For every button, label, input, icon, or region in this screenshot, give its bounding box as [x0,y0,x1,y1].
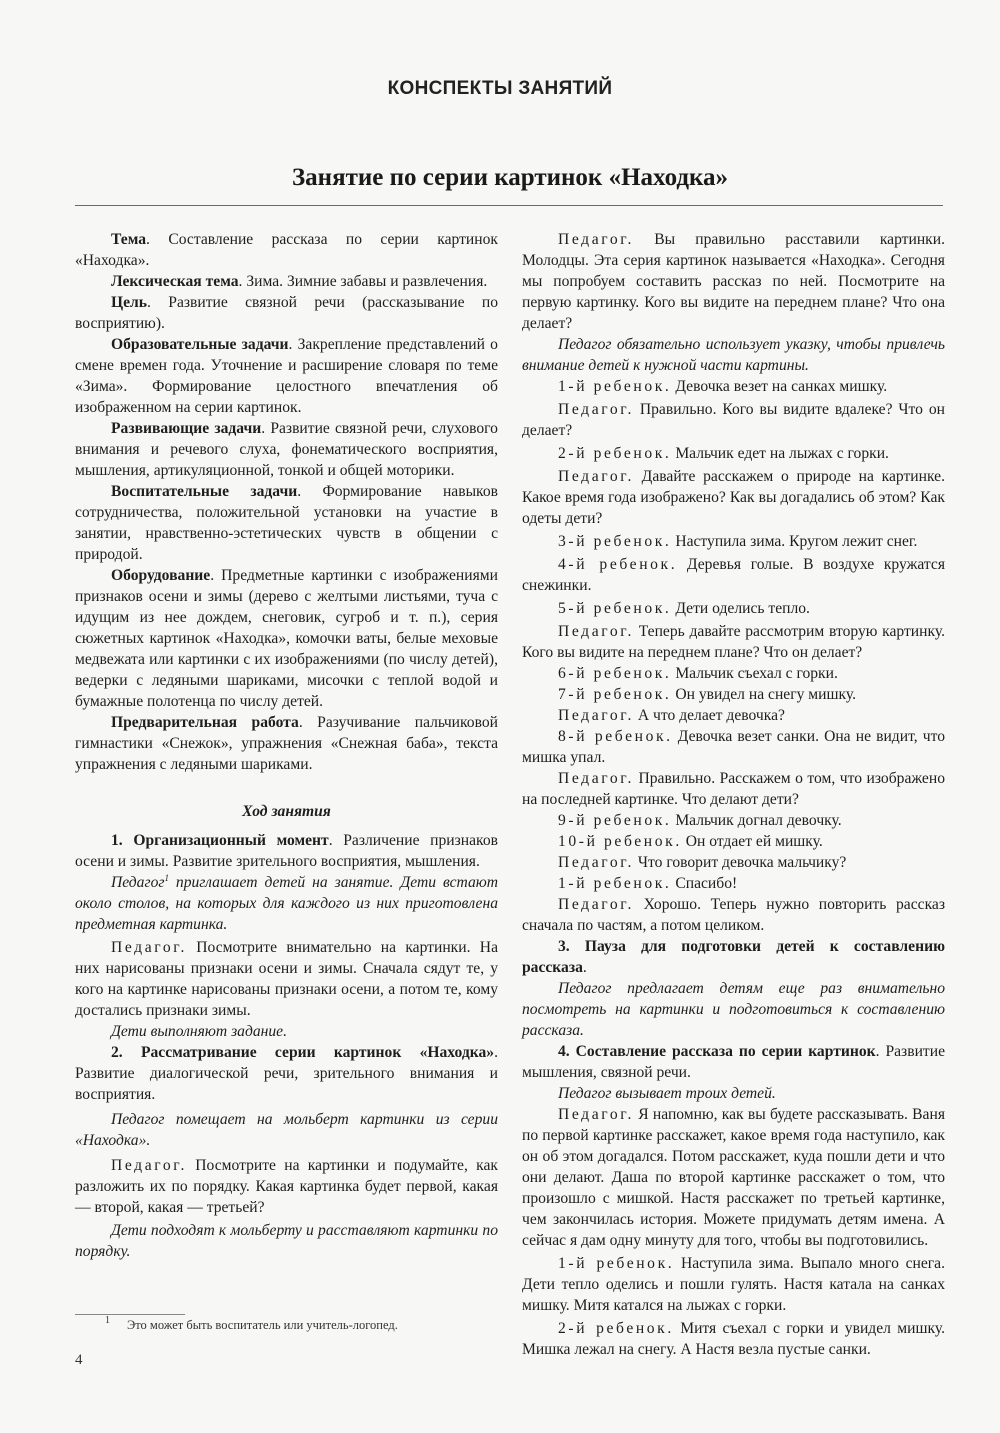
note-text: приглашает детей на занятие. Дети встают около столов, на которых для каждого из них приготовлена предметная картинка. [75,874,498,933]
term-label: Оборудование [111,567,211,584]
speech-line [522,466,945,529]
speech-text: Давайте расскажем о природе на картинке. Какое время года изображено? Как вы догадались об этом? Как одеты дети? [522,468,945,527]
section-2 [75,1042,498,1105]
speech-line [75,1155,498,1218]
note-text: Педагог [111,874,165,891]
paragraph-goal [75,292,498,334]
term-text: . Развитие связной речи, слухового внимания и речевого слуха, фонематического восприятия, мышления, артикуляционной, тонкой и общей моторики. [75,420,498,479]
speech-line [522,1318,945,1360]
speaker: 8-й ребенок. [558,728,673,745]
speech-text: Посмотрите на картинки и подумайте, как разложить их по порядку. Какая картинка будет первой, какая — второй, какая — третьей? [75,1157,498,1216]
speech-text: Он отдает ей мишку. [681,833,823,850]
speech-text: Девочка везет санки. Она не видит, что мишка упал. [522,728,945,766]
speech-line [522,873,945,894]
section-label: 4. Составление рассказа по серии картинок [558,1043,876,1060]
term-label: Образовательные задачи [111,336,289,353]
speech-text: Митя съехал с горки и увидел мишку. Мишка лежал на снегу. А Настя везла пустые санки. [522,1320,945,1358]
speech-text: Что говорит девочка мальчику? [633,854,847,871]
term-label: Тема [111,231,147,248]
speaker: 2-й ребенок. [558,1320,674,1337]
stage-direction: Дети выполняют задание. [111,1023,287,1040]
speaker: 1-й ребенок. [558,875,672,892]
section-label: 1. Организационный момент [111,832,329,849]
speaker: Педагог. [558,770,634,787]
term-label: Развивающие задачи [111,420,262,437]
speech-line [522,726,945,768]
term-label: Цель [111,294,148,311]
speaker: 9-й ребенок. [558,812,672,829]
speech-text: А что делает девочка? [633,707,785,724]
speech-line [522,554,945,596]
speech-line [522,1104,945,1251]
speech-line [522,852,945,873]
speech-line [522,443,945,464]
term-text: . Формирование навыков сотрудничества, положительной установки на участие в занятии, нравственно-эстетических чувств в общении с природой. [75,483,498,563]
paragraph-developmental-tasks [75,418,498,481]
speech-line [522,684,945,705]
speech-line [522,229,945,334]
paragraph-educational-tasks [75,334,498,418]
speaker: 4-й ребенок. [558,556,678,573]
speaker: 1-й ребенок. [558,1255,675,1272]
speech-text: Дети оделись тепло. [671,600,810,617]
speaker: Педагог. [111,1157,187,1174]
section-label: 2. Рассматривание серии картинок «Находка» [111,1044,495,1061]
speaker: Педагог. [558,401,634,418]
term-label: Воспитательные задачи [111,483,298,500]
section-3 [522,936,945,978]
section-text: . Развитие мышления, связной речи. [522,1043,946,1081]
speaker: Педагог. [558,896,634,913]
section-4 [522,1041,945,1083]
speech-line [522,810,945,831]
speaker: Педагог. [558,231,634,248]
term-text: . Предметные картинки с изображениями признаков осени и зимы (дерево с желтыми листьями, туча с идущим из нее дождем, снеговик, сугроб и т. п.), серия сюжетных картинок «Находка», комочки ваты, белые меховые медвежата или картинки с их изображениями (по числу детей), ведерки с ледяными шариками, мисочки с теплой водой и бумажные полотенца по числу детей. [75,567,498,710]
speech-line [522,831,945,852]
lesson-title: Занятие по серии картинок «Находка» [291,164,729,191]
stage-direction: Педагог помещает на мольберт картинки из серии «Находка». [75,1111,498,1149]
speech-text: Теперь давайте рассмотрим вторую картинку. Кого вы видите на переднем плане? Что он делает? [522,623,945,661]
speech-line [75,937,498,1021]
term-label: Лексическая тема [111,273,239,290]
speech-text: Вы правильно расставили картинки. Молодцы. Эта серия картинок называется «Находка». Сегодня мы попробуем составить рассказ по ней. Посмотрите на первую картинку. Кого вы видите на переднем плане? Что она делает? [522,231,945,332]
speech-text: Спасибо! [671,875,738,892]
speaker: Педагог. [558,1106,634,1123]
paragraph-preparatory-work [75,712,498,775]
stage-direction: Педагог вызывает троих детей. [558,1085,776,1102]
speech-text: Я напомню, как вы будете рассказывать. Ваня по первой картинке расскажет, какое время года наступило, как он об этом догадался. Потом расскажет, куда пошли дети и что они делают. Даша по второй картинке расскажет о том, что произошло с мишкой. Настя расскажет по третьей картинке, чем закончилась история. Можете придумать детям имена. А сейчас я дам одну минуту для того, чтобы вы подготовились. [522,1106,945,1249]
section-1 [75,830,498,872]
footnote-divider [75,1314,185,1315]
speech-line [522,598,945,619]
footnote-text: Это может быть воспитатель или учитель-логопед. [127,1318,398,1332]
paragraph-lexical-theme [75,271,498,292]
paragraph-tema [75,229,498,271]
speech-line [522,894,945,936]
speech-text: Правильно. Расскажем о том, что изображено на последней картинке. Что делают дети? [522,770,945,808]
stage-direction: Педагог обязательно использует указку, чтобы привлечь внимание детей к нужной части картины. [522,336,945,374]
running-header: КОНСПЕКТЫ ЗАНЯТИЙ [387,78,613,99]
speaker: 3-й ребенок. [558,533,672,550]
speaker: 6-й ребенок. [558,665,672,682]
section-label: 3. Пауза для подготовки детей к составлению рассказа [522,938,945,976]
speech-text: Он увидел на снегу мишку. [671,686,857,703]
term-text: . Зима. Зимние забавы и развлечения. [238,273,488,290]
speech-text: Правильно. Кого вы видите вдалеке? Что он делает? [522,401,945,439]
section-text: . Развитие диалогической речи, зрительного внимания и восприятия. [75,1044,498,1103]
speaker: 5-й ребенок. [558,600,672,617]
paragraph-equipment [75,565,498,712]
term-text: . Разучивание пальчиковой гимнастики «Снежок», упражнения «Снежная баба», текста упражнения с ледяными шариками. [75,714,498,773]
speech-text: Мальчик съехал с горки. [671,665,838,682]
speech-line [522,531,945,552]
footnote [105,1315,398,1333]
speech-line [522,705,945,726]
speaker: Педагог. [111,939,187,956]
speech-text: Наступила зима. Кругом лежит снег. [671,533,918,550]
speaker: 2-й ребенок. [558,445,672,462]
speech-text: Деревья голые. В воздухе кружатся снежинки. [522,556,946,594]
speaker: 1-й ребенок. [558,378,672,395]
speech-line [522,1253,945,1316]
speech-text: Мальчик едет на лыжах с горки. [671,445,889,462]
speech-line [522,663,945,684]
term-text: . Развитие связной речи (рассказывание по восприятию). [75,294,498,332]
speech-line [522,376,945,397]
course-heading: Ход занятия [242,803,331,820]
speech-text: Хорошо. Теперь нужно повторить рассказ сначала по частям, а потом целиком. [522,896,945,934]
speaker: Педагог. [558,707,634,724]
speaker: 10-й ребенок. [558,833,682,850]
term-label: Предварительная работа [111,714,299,731]
paragraph-upbringing-tasks [75,481,498,565]
right-column [522,229,945,1360]
speaker: Педагог. [558,854,634,871]
speech-text: Наступила зима. Выпало много снега. Дети тепло оделись и пошли гулять. Настя катала на санках мишку. Митя катался на лыжах с горки. [522,1255,946,1314]
speech-line [522,621,945,663]
stage-direction: Педагог предлагает детям еще раз внимательно посмотреть на картинки и подготовиться к составлению рассказа. [522,980,945,1039]
term-text: . Закрепление представлений о смене времен года. Уточнение и расширение словаря по теме «Зима». Формирование целостного впечатления об изображенном на серии картинок. [75,336,498,416]
stage-direction: Дети подходят к мольберту и расставляют картинки по порядку. [75,1222,498,1260]
left-column [75,229,498,1262]
speech-line [522,768,945,810]
title-divider [75,205,943,206]
stage-direction [75,872,498,935]
speaker: 7-й ребенок. [558,686,672,703]
speech-line [522,399,945,441]
section-text: . [582,959,587,976]
speech-text: Девочка везет на санках мишку. [671,378,888,395]
speech-text: Посмотрите внимательно на картинки. На них нарисованы признаки осени и зимы. Сначала сядут те, у кого на картинке нарисованы признаки осени, а потом те, кому достались признаки зимы. [75,939,498,1019]
footnote-ref[interactable]: 1 [164,872,169,883]
term-text: . Составление рассказа по серии картинок «Находка». [75,231,498,269]
speaker: Педагог. [558,468,634,485]
footnote-number: 1 [105,1315,110,1326]
speech-text: Мальчик догнал девочку. [671,812,842,829]
section-text: . Различение признаков осени и зимы. Развитие зрительного восприятия, мышления. [75,832,498,870]
speaker: Педагог. [558,623,634,640]
page-number: 4 [75,1352,83,1368]
